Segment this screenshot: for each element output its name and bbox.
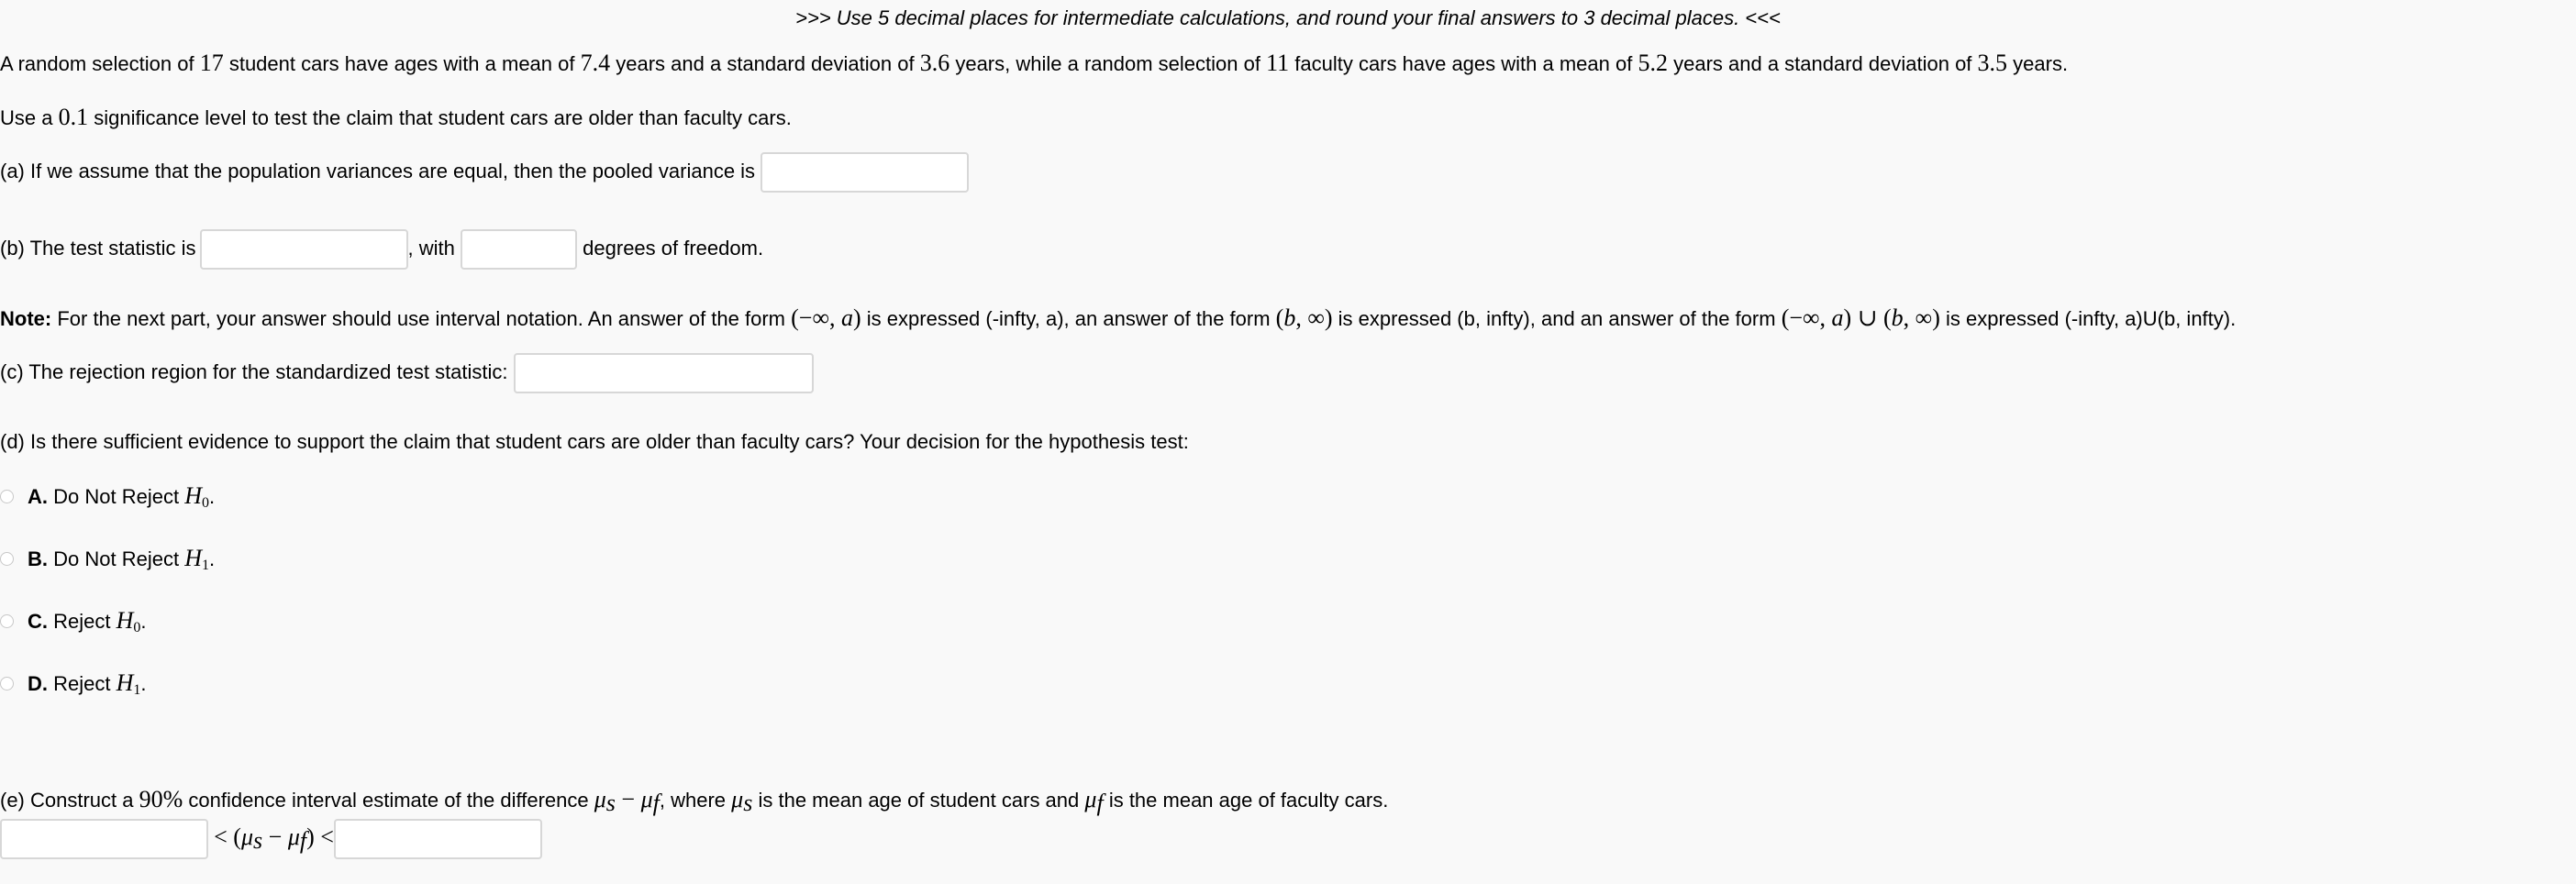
interval-inequality: < $(\mu_s - \mu_f)$ < — [214, 823, 334, 854]
problem-text: faculty cars have ages with a mean of — [1294, 52, 1633, 75]
option-d-radio[interactable] — [0, 677, 14, 691]
note-text: is expressed (b, infty), and an answer of the form — [1338, 307, 1776, 330]
part-a-text: (a) If we assume that the population variances are equal, then the pooled variance is — [0, 160, 756, 182]
note-text: For the next part, your answer should use interval notation. An answer of the form — [57, 307, 785, 330]
significance-text: Use a — [0, 106, 53, 129]
mu-f-symbol: $\mu_f$ — [1084, 786, 1104, 816]
part-b-text: (b) The test statistic is — [0, 237, 196, 260]
interval-form-1: (−∞, a) — [791, 304, 861, 331]
option-d-label[interactable]: D. Reject $H_1$. — [28, 669, 147, 698]
faculty-sample-size: 11 — [1266, 50, 1290, 76]
mu-s-symbol: $\mu_s$ — [731, 786, 753, 816]
option-c-label[interactable]: C. Reject $H_0$. — [28, 607, 147, 635]
part-d-question: (d) Is there sufficient evidence to support the claim that student cars are older than faculty cars? Your decision for the hypothesis test: — [0, 430, 1189, 453]
problem-statement — [0, 50, 2068, 77]
student-sd: 3.6 — [919, 50, 950, 76]
part-e-text: confidence interval estimate of the difference — [188, 789, 589, 812]
part-b-text: , with — [407, 237, 455, 260]
problem-text: A random selection of — [0, 52, 194, 75]
problem-text: years. — [2013, 52, 2069, 75]
test-statistic-input[interactable] — [200, 229, 408, 270]
rejection-region-input[interactable] — [514, 353, 814, 393]
part-e-text: is the mean age of student cars and — [758, 789, 1080, 812]
part-a — [0, 151, 969, 193]
note-text: is expressed (-infty, a)U(b, infty). — [1945, 307, 2237, 330]
option-a-radio[interactable] — [0, 490, 14, 503]
alpha-value: 0.1 — [58, 104, 89, 130]
problem-text: years and a standard deviation of — [1673, 52, 1972, 75]
significance-statement — [0, 105, 792, 131]
degrees-of-freedom-input[interactable] — [461, 229, 577, 270]
interval-note — [0, 305, 2236, 332]
part-c-text: (c) The rejection region for the standardized test statistic: — [0, 360, 508, 383]
faculty-sd: 3.5 — [1977, 50, 2008, 76]
part-e-text: (e) Construct a — [0, 789, 134, 812]
faculty-mean: 5.2 — [1638, 50, 1668, 76]
interval-form-3: (−∞, a) ∪ (b, ∞) — [1781, 304, 1940, 331]
instruction-text: >>> Use 5 decimal places for intermediate calculations, and round your final answers to 3 decimal places. <<< — [795, 6, 1781, 29]
part-e-question — [0, 787, 1388, 816]
significance-text: significance level to test the claim that student cars are older than faculty cars. — [94, 106, 792, 129]
problem-text: years, while a random selection of — [955, 52, 1260, 75]
part-c — [0, 352, 814, 393]
problem-text: student cars have ages with a mean of — [228, 52, 575, 75]
part-e-text: is the mean age of faculty cars. — [1108, 789, 1389, 812]
problem-text: years and a standard deviation of — [616, 52, 915, 75]
student-sample-size: 17 — [199, 50, 224, 76]
ci-lower-input[interactable] — [0, 819, 208, 859]
confidence-level: 90% — [139, 786, 183, 812]
option-b-label[interactable]: B. Do Not Reject $H_1$. — [28, 545, 216, 573]
confidence-interval-row — [0, 817, 542, 861]
ci-upper-input[interactable] — [334, 819, 542, 859]
option-c-radio[interactable] — [0, 614, 14, 628]
option-a-label[interactable]: A. Do Not Reject $H_0$. — [28, 482, 216, 511]
note-text: is expressed (-infty, a), an answer of the form — [866, 307, 1271, 330]
pooled-variance-input[interactable] — [761, 152, 969, 193]
interval-form-2: (b, ∞) — [1275, 304, 1333, 331]
difference-expression: $\mu_s - \mu_f$ — [594, 786, 660, 816]
student-mean: 7.4 — [580, 50, 611, 76]
part-b-text: degrees of freedom. — [583, 237, 764, 260]
part-e-text: , where — [659, 789, 727, 812]
note-label: Note: — [0, 307, 52, 330]
part-b — [0, 228, 763, 270]
option-b-radio[interactable] — [0, 552, 14, 566]
